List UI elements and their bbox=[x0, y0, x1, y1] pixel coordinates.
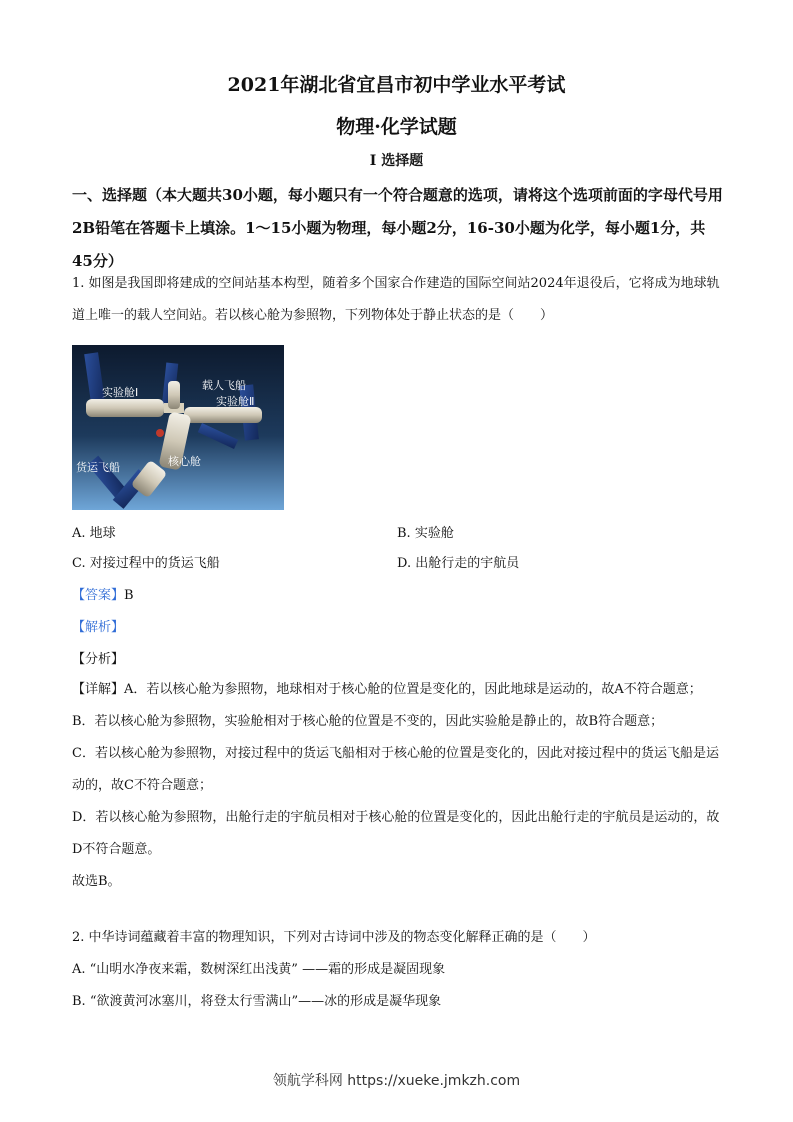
q2-option-b: B. “欲渡黄河冰塞川，将登太行雪满山”——冰的形成是凝华现象 bbox=[72, 994, 442, 1009]
space-station-illustration bbox=[72, 345, 284, 510]
question-1-stem: 1. 如图是我国即将建成的空间站基本构型，随着多个国家合作建造的国际空间站2024年退役后，它将成为地球轨道上唯一的载人空间站。若以核心舱为参照物，下列物体处于静止状态的是（ ） bbox=[72, 276, 720, 323]
q1-detail bbox=[72, 674, 724, 898]
figure-label-cargo-ship: 货运飞船 bbox=[76, 461, 120, 474]
q1-option-c: C. 对接过程中的货运飞船 bbox=[72, 556, 220, 571]
answer-value: B bbox=[124, 588, 134, 603]
detail-b: B．若以核心舱为参照物，实验舱相对于核心舱的位置是不变的，因此实验舱是静止的，故B符合题意； bbox=[72, 714, 664, 729]
space-station-figure bbox=[72, 345, 284, 510]
detail-d: D．若以核心舱为参照物，出舱行走的宇航员相对于核心舱的位置是变化的，因此出舱行走的宇航员是运动的，故D不符合题意。 bbox=[72, 810, 720, 857]
q1-option-d: D. 出舱行走的宇航员 bbox=[397, 556, 520, 571]
q1-analysis-line bbox=[72, 618, 724, 638]
detail-a: 【详解】A．若以核心舱为参照物，地球相对于核心舱的位置是变化的，因此地球是运动的，故A不符合题意； bbox=[72, 682, 702, 697]
detail-conclusion: 故选B。 bbox=[72, 874, 121, 889]
analysis-tag: 【解析】 bbox=[72, 620, 125, 635]
exam-subtitle: 物理·化学试题 bbox=[336, 116, 457, 138]
figure-label-crew-ship: 载人飞船 bbox=[202, 379, 246, 392]
section-instructions: 一、选择题（本大题共30小题，每小题只有一个符合题意的选项，请将这个选项前面的字母代号用2B铅笔在答题卡上填涂。1～15小题为物理，每小题2分，16-30小题为化学，每小题1分，共45分） bbox=[72, 186, 723, 270]
q1-option-a: A. 地球 bbox=[72, 526, 116, 541]
section-heading: I 选择题 bbox=[369, 153, 424, 169]
figure-label-core-module: 核心舱 bbox=[168, 455, 201, 468]
q1-answer-line bbox=[72, 586, 724, 606]
detail-c: C．若以核心舱为参照物，对接过程中的货运飞船相对于核心舱的位置是变化的，因此对接过程中的货运飞船是运动的，故C不符合题意； bbox=[72, 746, 719, 793]
figure-label-lab2: 实验舱Ⅱ bbox=[216, 395, 255, 408]
page-footer: 领航学科网 https://xueke.jmkzh.com bbox=[272, 1073, 521, 1089]
exam-title: 2021年湖北省宜昌市初中学业水平考试 bbox=[227, 74, 566, 96]
q1-fenxi-line: 【分析】 bbox=[72, 652, 125, 667]
question-2-stem: 2. 中华诗词蕴藏着丰富的物理知识，下列对古诗词中涉及的物态变化解释正确的是（ ） bbox=[72, 930, 596, 945]
q1-option-b: B. 实验舱 bbox=[397, 526, 454, 541]
figure-label-lab1: 实验舱Ⅰ bbox=[102, 386, 139, 399]
q2-option-a: A. “山明水净夜来霜，数树深红出浅黄” ——霜的形成是凝固现象 bbox=[72, 962, 446, 977]
answer-tag: 【答案】 bbox=[72, 588, 125, 603]
